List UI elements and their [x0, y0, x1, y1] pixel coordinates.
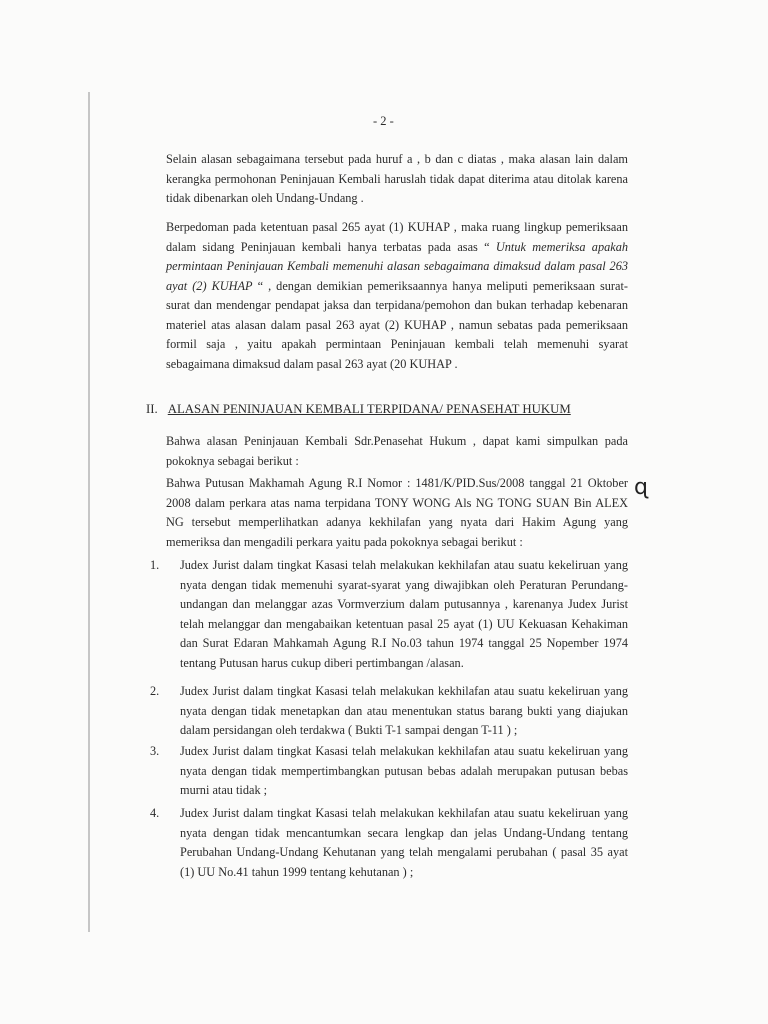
- list-item-number: 3.: [150, 744, 160, 758]
- section-heading: [146, 402, 571, 417]
- list-item: [150, 556, 628, 673]
- list-item: [150, 804, 628, 882]
- handwritten-mark: ɋ: [634, 475, 648, 500]
- intro-paragraph-1: Selain alasan sebagaimana tersebut pada huruf a , b dan c diatas , maka alasan lain dalam kerangka permohonan Peninjauan Kembali haruslah tidak dapat diterima atau ditolak karena tidak dibenarkan oleh Undang-Undang .: [166, 152, 628, 205]
- list-item-number: 1.: [150, 558, 160, 572]
- list-item-text: Judex Jurist dalam tingkat Kasasi telah melakukan kekhilafan atau suatu kekeliruan yang nyata dengan tidak mempertimbangkan putusan bebas adalah merupakan putusan bebas murni atau tidak ;: [180, 744, 628, 797]
- list-item-number: 4.: [150, 806, 160, 820]
- list-item-text: Judex Jurist dalam tingkat Kasasi telah melakukan kekhilafan atau suatu kekeliruan yang nyata dengan tidak mencantumkan secara lengkap dan jelas Undang-Undang tentang Perubahan Undang-Undang Kehutanan yang telah mengalami perubahan ( pasal 35 ayat (1) UU No.41 tahun 1999 tentang kehutanan ) ;: [180, 806, 628, 879]
- list-item: [150, 742, 628, 801]
- page-number: - 2 -: [373, 114, 394, 128]
- scan-margin-line: [88, 92, 90, 932]
- list-item-text: Judex Jurist dalam tingkat Kasasi telah melakukan kekhilafan atau suatu kekeliruan yang nyata dengan tidak menetapkan dan atau menentukan status barang bukti yang diajukan dalam persidangan oleh terdakwa ( Bukti T-1 sampai dengan T-11 ) ;: [180, 684, 628, 737]
- section-paragraph-1: Bahwa alasan Peninjauan Kembali Sdr.Penasehat Hukum , dapat kami simpulkan pada pokoknya sebagai berikut :: [166, 434, 628, 468]
- list-item-text: Judex Jurist dalam tingkat Kasasi telah melakukan kekhilafan atau suatu kekeliruan yang nyata dengan tidak memenuhi syarat-syarat yang diwajibkan oleh Peraturan Perundang-undangan dan melanggar azas Vormverzium dalam putusannya , karenanya Judex Jurist telah melanggar dan mengabaikan ketentuan pasal 25 ayat (1) UU Kekuasan Kehakiman dan Surat Edaran Mahkamah Agung R.I No.03 tahun 1974 tanggal 25 Nopember 1974 tentang Putusan harus cukup diberi pertimbangan /alasan.: [180, 558, 628, 670]
- section-number: II.: [146, 402, 158, 416]
- intro-paragraph-2-rest: “ , dengan demikian pemeriksaannya hanya meliputi pemeriksaan surat-surat dan mendengar pendapat jaksa dan terpidana/pemohon dan bukan terhadap kebenaran materiel atas alasan dalam pasal 263 ayat (2) KUHAP , namun sebatas pada pemeriksaan formil saja , yaitu apakah permintaan Peninjauan kembali telah memenuhi syarat sebagaimana dimaksud dalam pasal 263 ayat (20 KUHAP .: [166, 278, 628, 371]
- intro-paragraph-2: [166, 218, 628, 374]
- intro-paragraph-2-text: Berpedoman pada ketentuan pasal 265 ayat (1) KUHAP , maka ruang lingkup pemeriksaan dalam sidang Peninjauan kembali hanya terbatas pada asas “: [166, 220, 628, 254]
- list-item: [150, 682, 628, 741]
- list-item-number: 2.: [150, 684, 160, 698]
- section-title: ALASAN PENINJAUAN KEMBALI TERPIDANA/ PENASEHAT HUKUM: [167, 402, 571, 416]
- intro-paragraph-2-quote: Untuk memeriksa apakah permintaan Peninjauan Kembali memenuhi alasan sebagaimana dimaksud dalam pasal 263 ayat (2) KUHAP: [166, 239, 629, 293]
- section-paragraph-2: Bahwa Putusan Makhamah Agung R.I Nomor : 1481/K/PID.Sus/2008 tanggal 21 Oktober 2008 dalam perkara atas nama terpidana TONY WONG Als NG TONG SUAN Bin ALEX NG tersebut memperlihatkan adanya kekhilafan yang nyata dari Hakim Agung yang memeriksa dan mengadili perkara yaitu pada pokoknya sebagai berikut :: [166, 476, 628, 549]
